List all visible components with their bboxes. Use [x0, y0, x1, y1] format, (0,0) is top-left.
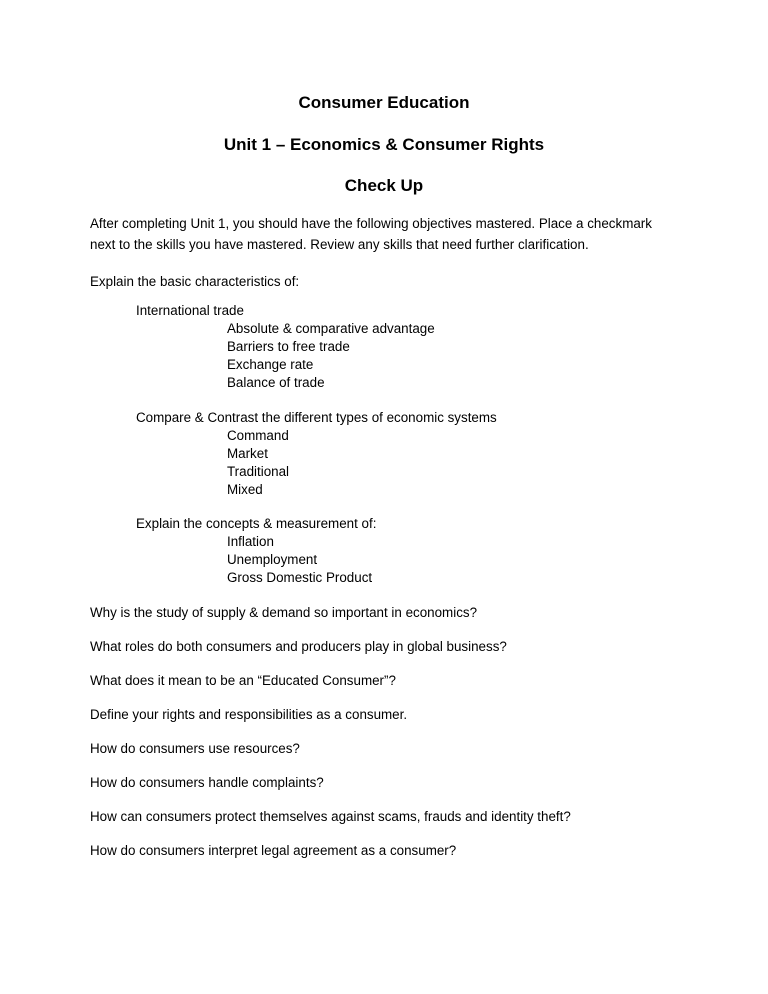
- objective-item: Inflation: [227, 534, 274, 549]
- question-item: Why is the study of supply & demand so important in economics?: [90, 605, 478, 620]
- question-item: What roles do both consumers and producers play in global business?: [90, 639, 507, 654]
- intro-line-2: next to the skills you have mastered. Review any skills that need further clarification.: [90, 237, 589, 252]
- question-item: How do consumers interpret legal agreement as a consumer?: [90, 843, 457, 858]
- objective-item: Traditional: [227, 464, 290, 479]
- question-item: Define your rights and responsibilities as a consumer.: [90, 707, 408, 722]
- check-up-heading: Check Up: [344, 176, 424, 195]
- page-title: Consumer Education: [298, 93, 470, 112]
- question-item: How can consumers protect themselves against scams, frauds and identity theft?: [90, 809, 571, 824]
- objective-item: Barriers to free trade: [227, 339, 350, 354]
- unit-heading: Unit 1 – Economics & Consumer Rights: [223, 135, 545, 154]
- intro-line-1: After completing Unit 1, you should have the following objectives mastered. Place a checkmark: [90, 216, 652, 231]
- objective-item: Gross Domestic Product: [227, 570, 373, 585]
- objective-item: Command: [227, 428, 289, 443]
- objective-item: Unemployment: [227, 552, 318, 567]
- section-heading-international-trade: International trade: [136, 303, 244, 318]
- objective-item: Balance of trade: [227, 375, 325, 390]
- objective-item: Mixed: [227, 482, 263, 497]
- section-heading-economic-systems: Compare & Contrast the different types of economic systems: [136, 410, 497, 425]
- objective-item: Market: [227, 446, 268, 461]
- section-heading-concepts-measurement: Explain the concepts & measurement of:: [136, 516, 377, 531]
- question-item: How do consumers handle complaints?: [90, 775, 324, 790]
- question-item: What does it mean to be an “Educated Consumer”?: [90, 673, 396, 688]
- objective-item: Absolute & comparative advantage: [227, 321, 435, 336]
- objective-item: Exchange rate: [227, 357, 314, 372]
- question-item: How do consumers use resources?: [90, 741, 300, 756]
- explain-lead: Explain the basic characteristics of:: [90, 274, 300, 289]
